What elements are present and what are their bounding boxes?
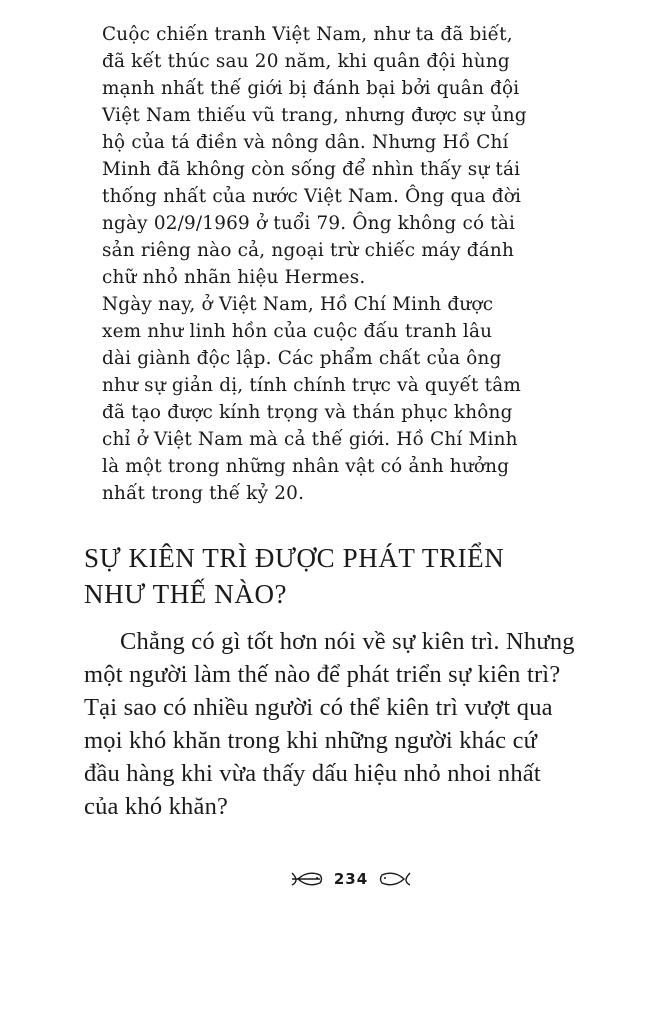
- excerpt-block: [102, 21, 612, 507]
- excerpt-line: đã tạo được kính trọng và thán phục không: [102, 402, 513, 423]
- body-line: một người làm thế nào để phát triển sự kiên trì?: [84, 661, 561, 688]
- excerpt-line: dài giành độc lập. Các phẩm chất của ông: [102, 348, 502, 369]
- page-number: 234: [333, 870, 369, 888]
- excerpt-line: như sự giản dị, tính chính trực và quyết tâm: [102, 375, 522, 396]
- excerpt-line: chữ nhỏ nhãn hiệu Hermes.: [102, 267, 366, 288]
- excerpt-line: Việt Nam thiếu vũ trang, nhưng được sự ủng: [102, 105, 527, 126]
- excerpt-line: Cuộc chiến tranh Việt Nam, như ta đã biết,: [102, 24, 513, 45]
- section-title-line: SỰ KIÊN TRÌ ĐƯỢC PHÁT TRIỂN: [84, 543, 505, 573]
- section-title: [84, 540, 624, 612]
- excerpt-line: nhất trong thế kỷ 20.: [102, 483, 305, 504]
- body-line: đầu hàng khi vừa thấy dấu hiệu nhỏ nhoi nhất: [84, 760, 541, 787]
- excerpt-line: đã kết thúc sau 20 năm, khi quân đội hùng: [102, 51, 510, 72]
- excerpt-line: Ngày nay, ở Việt Nam, Hồ Chí Minh được: [102, 294, 494, 315]
- body-line: của khó khăn?: [84, 793, 229, 820]
- excerpt-line: chỉ ở Việt Nam mà cả thế giới. Hồ Chí Minh: [102, 429, 518, 450]
- body-paragraph: [84, 625, 624, 823]
- excerpt-line: mạnh nhất thế giới bị đánh bại bởi quân đội: [102, 78, 520, 99]
- excerpt-line: sản riêng nào cả, ngoại trừ chiếc máy đánh: [102, 240, 514, 261]
- section-title-line: NHƯ THẾ NÀO?: [84, 579, 288, 609]
- fish-ornament-right-icon: [376, 869, 412, 889]
- excerpt-line: là một trong những nhân vật có ảnh hưởng: [102, 456, 510, 477]
- page-number-footer: [286, 866, 416, 892]
- excerpt-line: xem như linh hồn của cuộc đấu tranh lâu: [102, 321, 493, 342]
- excerpt-line: thống nhất của nước Việt Nam. Ông qua đời: [102, 186, 522, 207]
- excerpt-line: hộ của tá điền và nông dân. Nhưng Hồ Chí: [102, 132, 509, 153]
- excerpt-line: ngày 02/9/1969 ở tuổi 79. Ông không có tài: [102, 213, 516, 234]
- body-line: mọi khó khăn trong khi những người khác cứ: [84, 727, 538, 754]
- excerpt-line: Minh đã không còn sống để nhìn thấy sự tái: [102, 159, 521, 180]
- fish-ornament-left-icon: [290, 869, 326, 889]
- body-line: Tại sao có nhiều người có thể kiên trì vượt qua: [84, 694, 553, 721]
- body-line: Chẳng có gì tốt hơn nói về sự kiên trì. Nhưng: [120, 628, 575, 655]
